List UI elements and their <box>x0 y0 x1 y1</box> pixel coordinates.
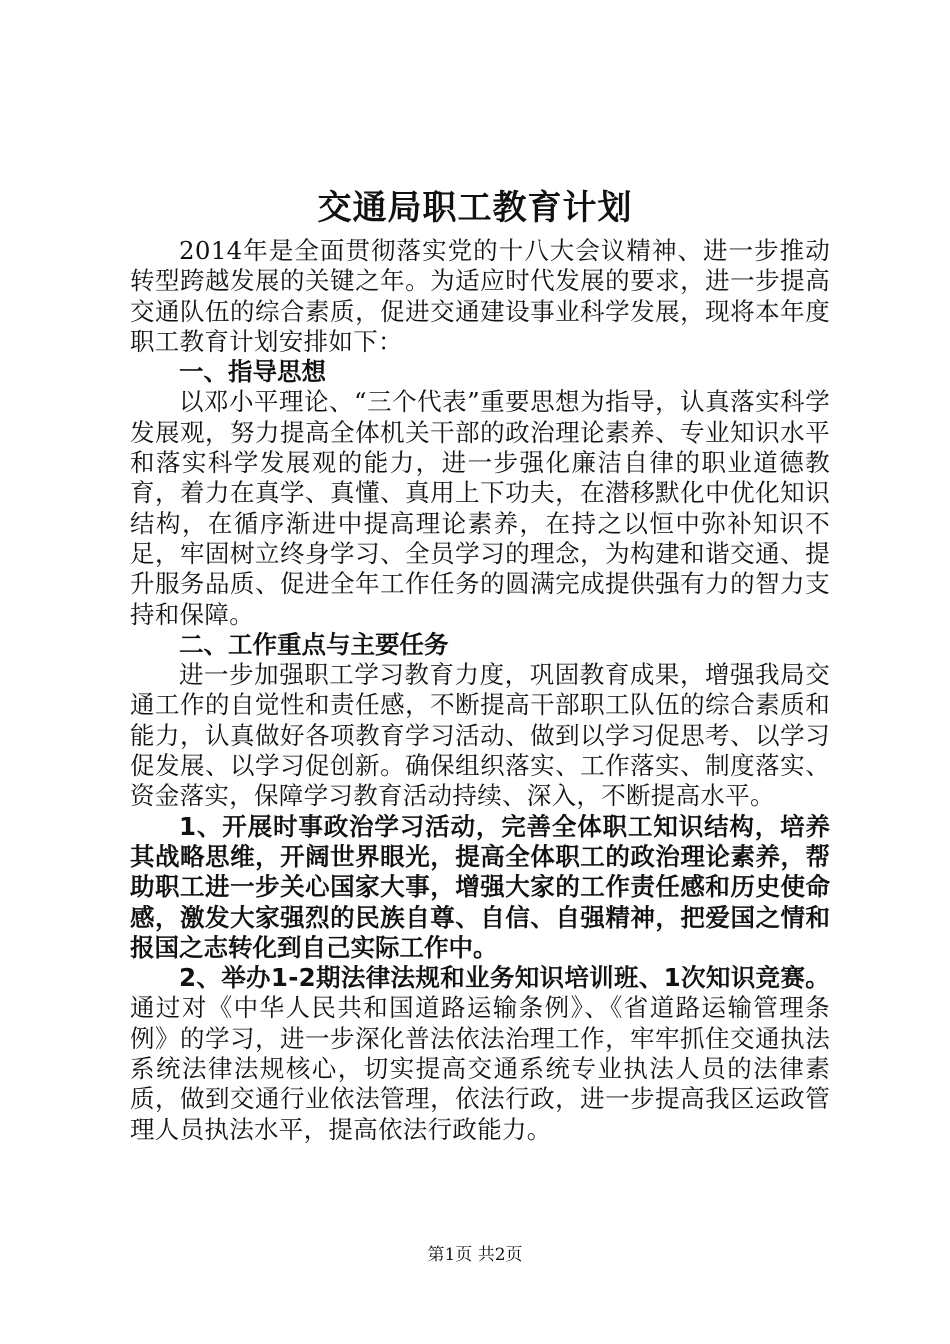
intro-paragraph: 2014年是全面贯彻落实党的十八大会议精神、进一步推动转型跨越发展的关键之年。为适应时代发展的要求，进一步提高交通队伍的综合素质，促进交通建设事业科学发展，现将本年度职工教育计划安排如下： <box>130 236 830 356</box>
task-item-2-text: 通过对《中华人民共和国道路运输条例》、《省道路运输管理条例》的学习，进一步深化普法依法治理工作，牢牢抓住交通执法系统法律法规核心，切实提高交通系统专业执法人员的法律素质，做到交通行业依法管理，依法行政，进一步提高我区运政管理人员执法水平，提高依法行政能力。 <box>130 993 830 1144</box>
document-body <box>130 236 830 1145</box>
document-title: 交通局职工教育计划 <box>317 188 633 228</box>
task-item-2 <box>130 963 830 1145</box>
section-paragraph-key-tasks: 进一步加强职工学习教育力度，巩固教育成果，增强我局交通工作的自觉性和责任感，不断提高干部职工队伍的综合素质和能力，认真做好各项教育学习活动、做到以学习促思考、以学习促发展、以学习促创新。确保组织落实、工作落实、制度落实、资金落实，保障学习教育活动持续、深入，不断提高水平。 <box>130 660 830 811</box>
task-item-2-lead: 2、举办1-2期法律法规和业务知识培训班、1次知识竞赛。 <box>179 963 830 993</box>
task-item-1: 1、开展时事政治学习活动，完善全体职工知识结构，培养其战略思维，开阔世界眼光，提高全体职工的政治理论素养，帮助职工进一步关心国家大事，增强大家的工作责任感和历史使命感，激发大家强烈的民族自尊、自信、自强精神，把爱国之情和报国之志转化到自己实际工作中。 <box>130 811 830 962</box>
section-heading-key-tasks: 二、工作重点与主要任务 <box>179 629 449 659</box>
section-paragraph-guiding-ideology: 以邓小平理论、“三个代表”重要思想为指导，认真落实科学发展观，努力提高全体机关干部的政治理论素养、专业知识水平和落实科学发展观的能力，进一步强化廉洁自律的职业道德教育，着力在真学、真懂、真用上下功夫，在潜移默化中优化知识结构，在循序渐进中提高理论素养，在持之以恒中弥补知识不足，牢固树立终身学习、全员学习的理念，为构建和谐交通、提升服务品质、促进全年工作任务的圆满完成提供强有力的智力支持和保障。 <box>130 387 830 629</box>
section-heading-guiding-ideology: 一、指导思想 <box>179 357 326 387</box>
page-footer: 第1页 共2页 <box>427 1245 523 1265</box>
